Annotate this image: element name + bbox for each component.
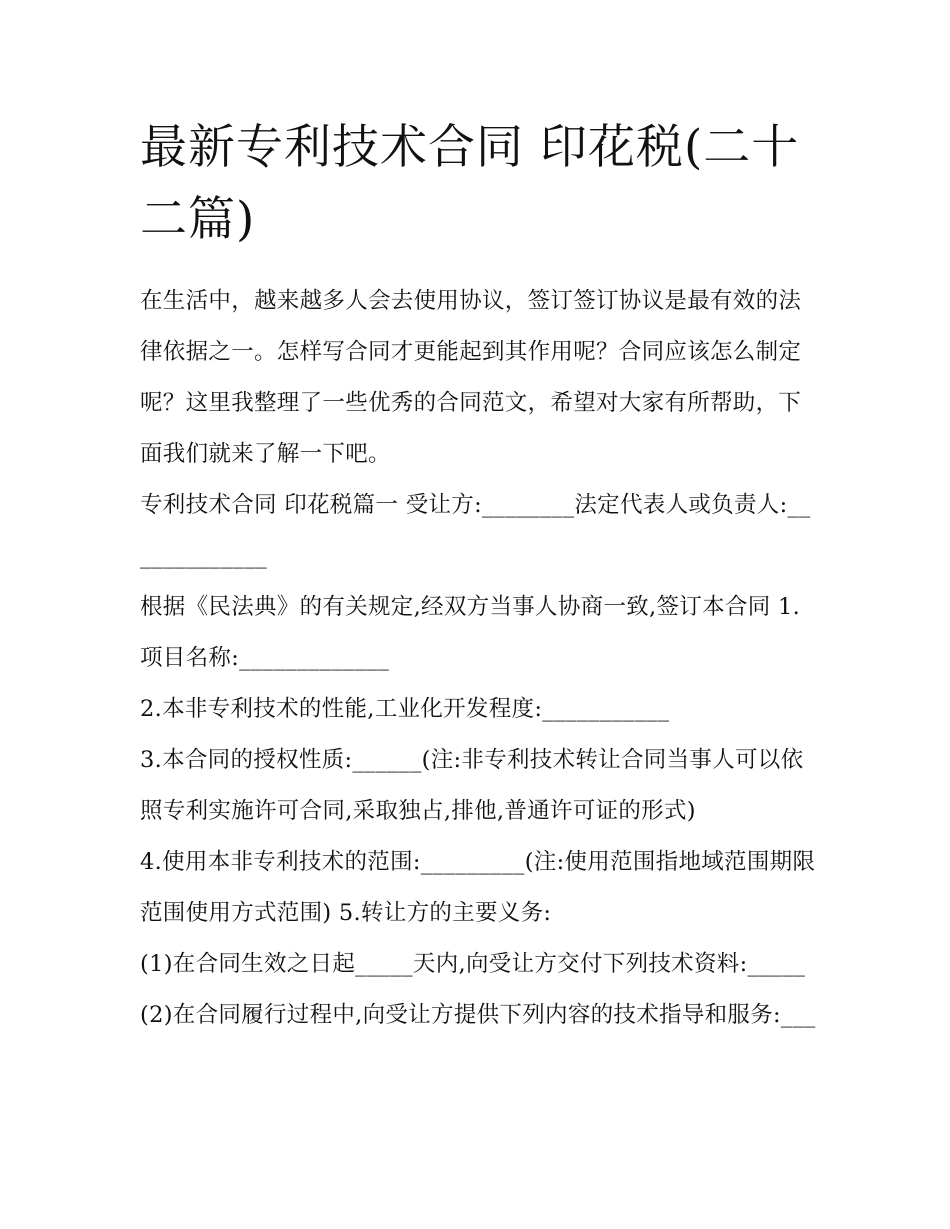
project-name-paragraph: 根据《民法典》的有关规定,经双方当事人协商一致,签订本合同 1.项目名称:_____________	[140, 594, 801, 671]
document-title: 最新专利技术合同 印花税(二十二篇)	[140, 120, 800, 247]
intro-paragraph: 在生活中，越来越多人会去使用协议，签订签订协议是最有效的法律依据之一。怎样写合同才更能起到其作用呢？合同应该怎么制定呢？这里我整理了一些优秀的合同范文，希望对大家有所帮助，下面我们就来了解一下吧。	[140, 288, 802, 467]
license-nature-paragraph: 3.本合同的授权性质:______(注:非专利技术转让合同当事人可以依照专利实施许可合同,采取独占,排他,普通许可证的形式)	[140, 747, 804, 824]
performance-paragraph: 2.本非专利技术的性能,工业化开发程度:___________	[140, 696, 670, 722]
document-body	[140, 276, 820, 1041]
usage-scope-paragraph: 4.使用本非专利技术的范围:_________(注:使用范围指地域范围期限范围使用方式范围) 5.转让方的主要义务:	[140, 849, 816, 926]
assignee-paragraph: 专利技术合同 印花税篇一 受让方:________法定代表人或负责人:_____________	[140, 492, 811, 569]
obligations-paragraph: (1)在合同生效之日起_____天内,向受让方交付下列技术资料:_____ (2)在合同履行过程中,向受让方提供下列内容的技术指导和服务:___	[140, 951, 816, 1028]
